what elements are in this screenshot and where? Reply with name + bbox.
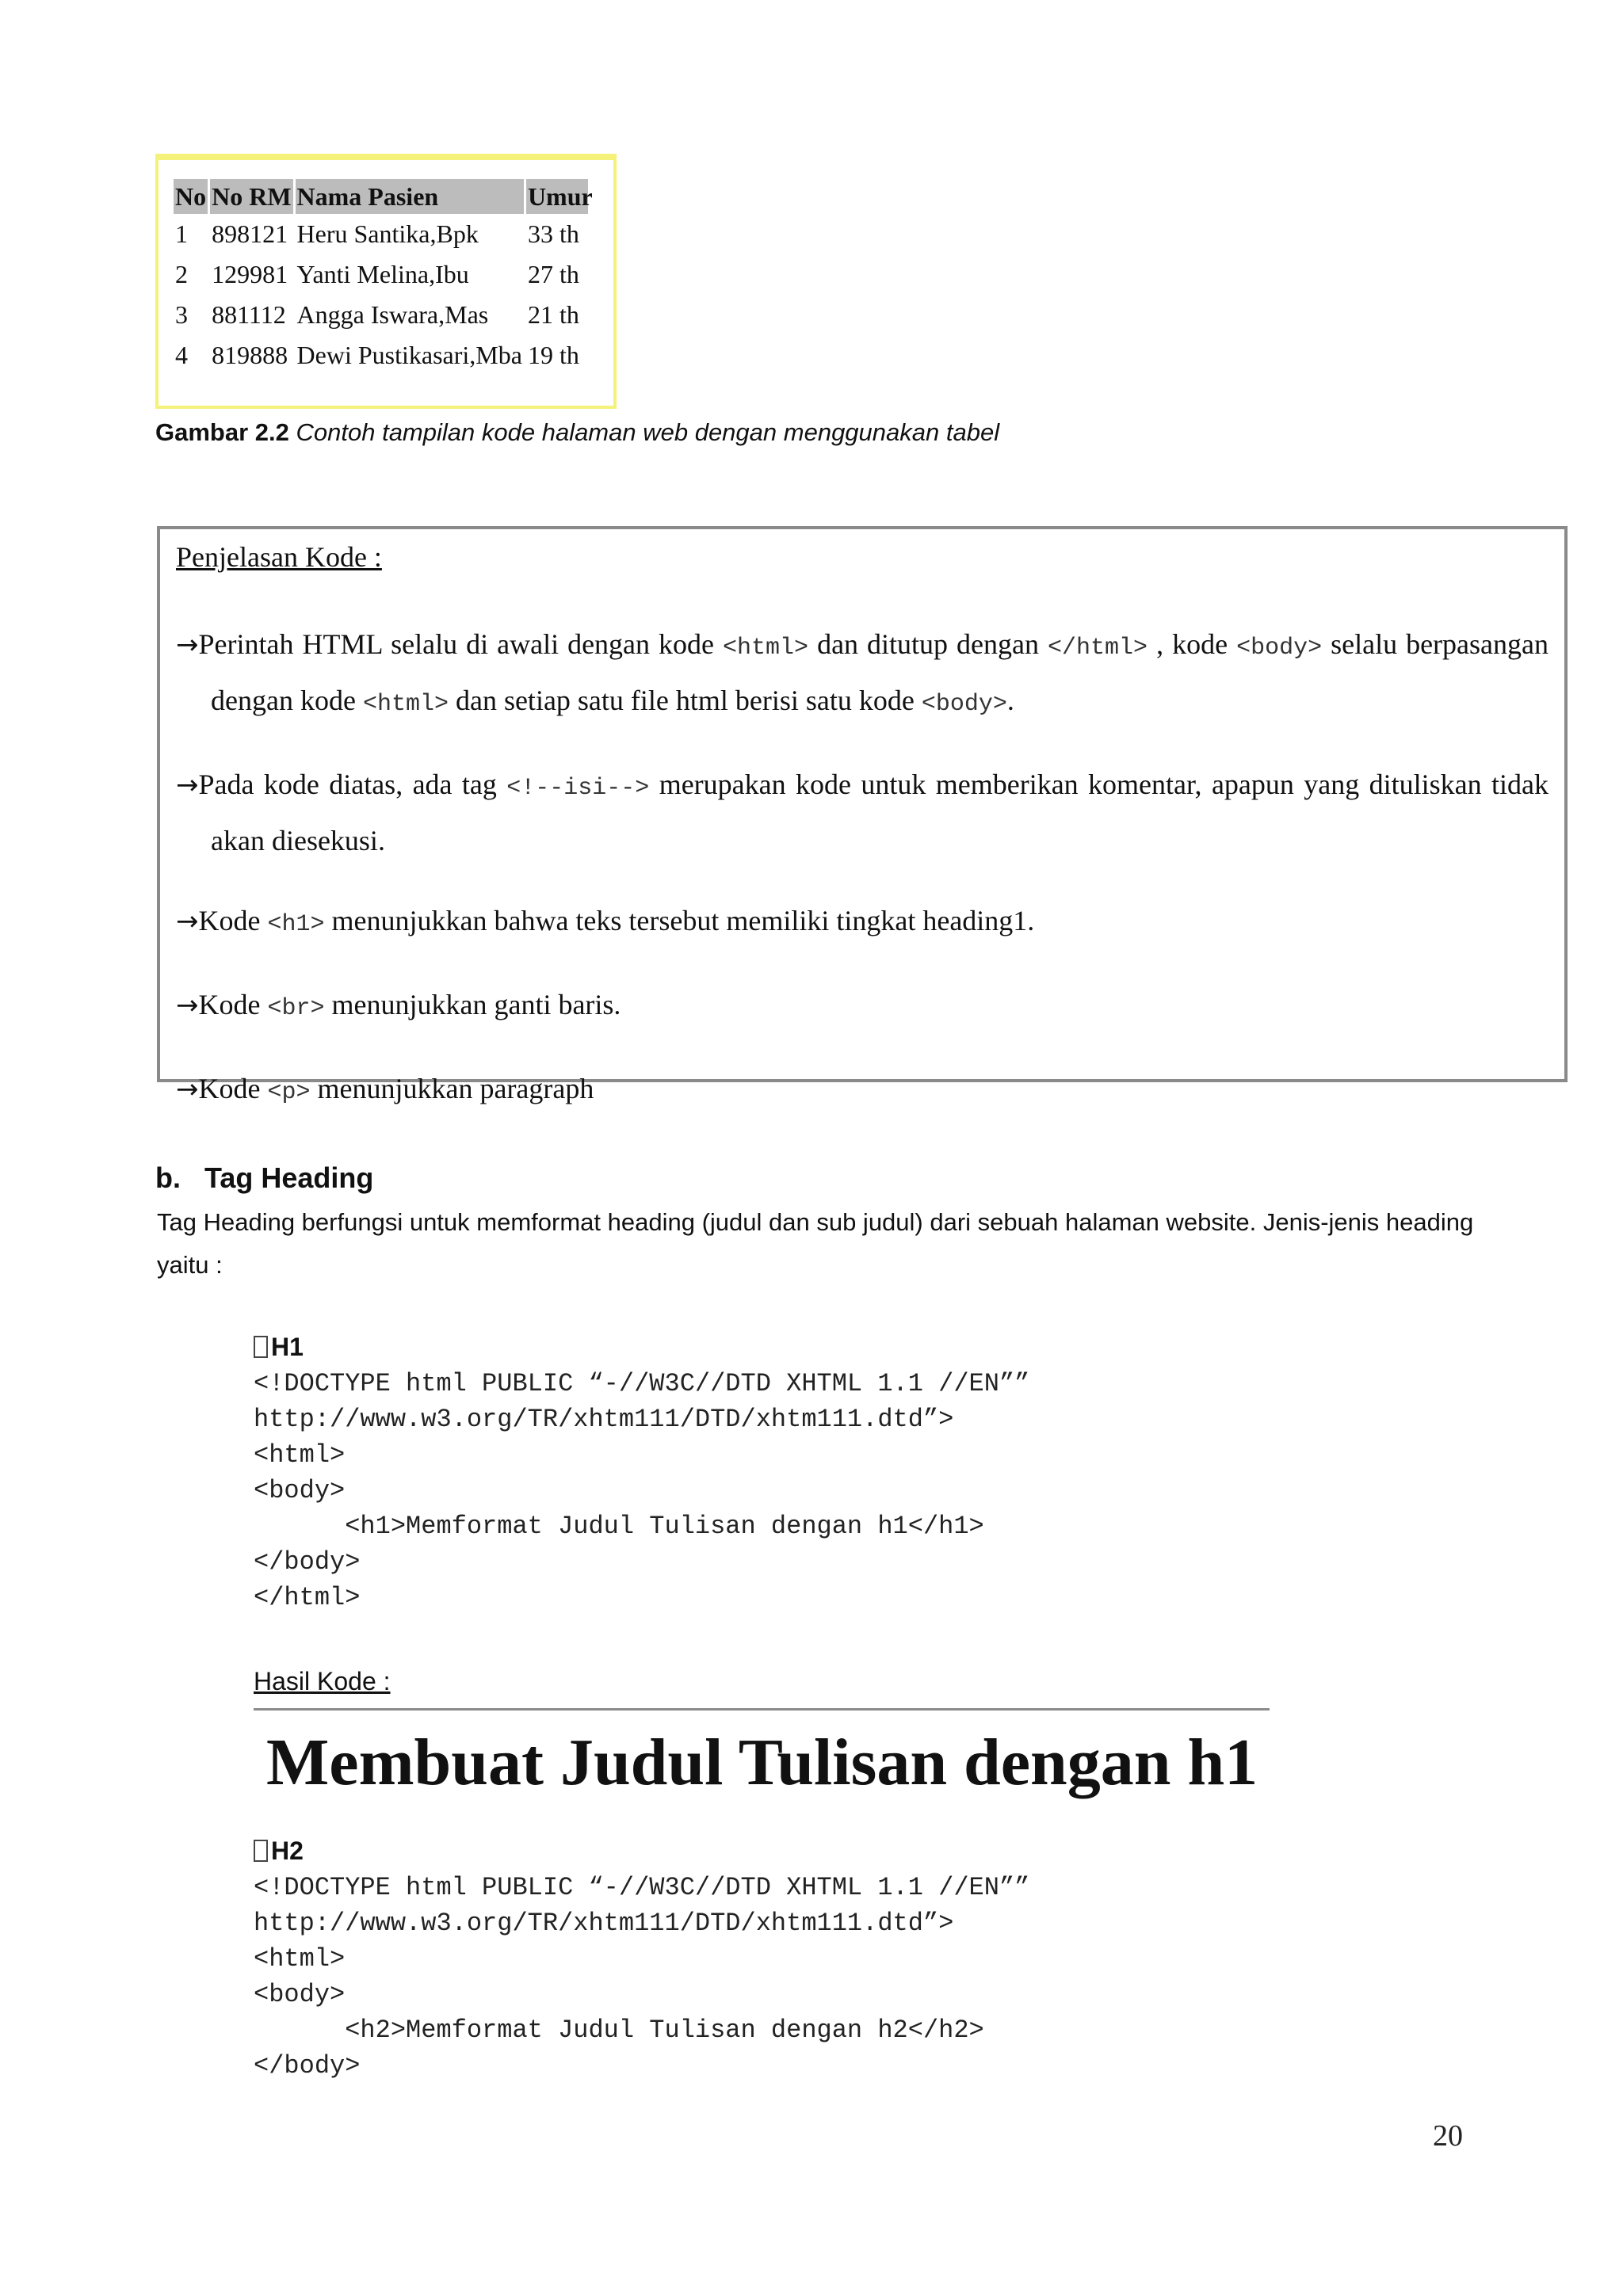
figure-caption	[155, 418, 999, 447]
table-cell: 1	[175, 219, 188, 248]
explanation-item: →Kode <br> menunjukkan ganti baris.	[176, 989, 621, 1022]
explanation-title: Penjelasan Kode :	[176, 541, 382, 573]
h2-example-label: H2	[254, 1836, 304, 1866]
section-number: b.	[155, 1161, 181, 1194]
caption-text: Contoh tampilan kode halaman web dengan menggunakan tabel	[296, 418, 1000, 446]
arrow-icon: →	[176, 1074, 199, 1105]
code-explanation-box	[157, 526, 1568, 1106]
column-header: Nama Pasien	[296, 179, 524, 214]
arrow-icon: →	[176, 769, 199, 801]
patient-table	[171, 179, 593, 376]
table-row	[174, 254, 588, 295]
column-header: No RM	[210, 179, 292, 214]
explanation-item: →Pada kode diatas, ada tag <!--isi--> merupakan kode untuk memberikan komentar, apapun yang dituliskan tidak akan diesekusi.	[176, 769, 1549, 856]
caption-label: Gambar 2.2	[155, 418, 289, 446]
section-heading	[155, 1161, 373, 1195]
section-paragraph: Tag Heading berfungsi untuk memformat heading (judul dan sub judul) dari sebuah halaman website. Jenis-jenis heading yaitu :	[157, 1208, 1474, 1279]
table-row	[174, 295, 588, 335]
h1-example-label: H1	[254, 1333, 304, 1362]
table-row	[174, 214, 588, 254]
table-cell: 129981	[212, 260, 288, 288]
explanation-item: →Kode <h1> menunjukkan bahwa teks tersebut memiliki tingkat heading1.	[176, 905, 1035, 938]
table-cell: 819888	[212, 341, 288, 369]
table-cell: 3	[175, 300, 188, 329]
h1-code-block: <!DOCTYPE html PUBLIC “-//W3C//DTD XHTML 1.1 //EN”” http://www.w3.org/TR/xhtm111/DTD/xhtm111.dtd”> <html> <body> <h1>Memformat Judul Tulisan dengan h1</h1> </body> </html>	[254, 1369, 1030, 1612]
table-cell: 898121	[212, 219, 288, 248]
table-cell: Angga Iswara,Mas	[296, 300, 489, 329]
h1-result-label: Hasil Kode :	[254, 1667, 391, 1695]
table-cell: 881112	[212, 300, 286, 329]
divider	[254, 1708, 1270, 1711]
table-cell: Heru Santika,Bpk	[296, 219, 479, 248]
page-number: 20	[1433, 2119, 1463, 2153]
table-cell: Yanti Melina,Ibu	[296, 260, 469, 288]
arrow-icon: →	[176, 990, 199, 1021]
table-row	[174, 335, 588, 376]
explanation-item: →Kode <p> menunjukkan paragraph	[176, 1073, 594, 1106]
table-cell: 27 th	[527, 260, 579, 288]
explanation-item: →Perintah HTML selalu di awali dengan kode <html> dan ditutup dengan </html> , kode <body> selalu berpasangan dengan kode <html> dan setiap satu file html berisi satu kode <body>.	[176, 628, 1549, 718]
table-cell: 19 th	[527, 341, 579, 369]
figure-table-render	[155, 154, 617, 409]
section-title: Tag Heading	[204, 1161, 374, 1194]
table-header-row	[174, 179, 588, 214]
arrow-icon: →	[176, 629, 199, 661]
h1-result-heading: Membuat Judul Tulisan dengan h1	[266, 1726, 1258, 1799]
table-cell: 4	[175, 341, 188, 369]
table-cell: 33 th	[527, 219, 579, 248]
bullet-icon	[254, 1336, 268, 1358]
table-cell: Dewi Pustikasari,Mba	[296, 341, 522, 369]
arrow-icon: →	[176, 906, 199, 937]
h2-code-block: <!DOCTYPE html PUBLIC “-//W3C//DTD XHTML 1.1 //EN”” http://www.w3.org/TR/xhtm111/DTD/xhtm111.dtd”> <html> <body> <h2>Memformat Judul Tulisan dengan h2</h2> </body>	[254, 1873, 1030, 2081]
bullet-icon	[254, 1840, 268, 1862]
table-cell: 2	[175, 260, 188, 288]
table-cell: 21 th	[527, 300, 579, 329]
column-header: No	[174, 179, 208, 214]
column-header: Umur	[526, 179, 588, 214]
